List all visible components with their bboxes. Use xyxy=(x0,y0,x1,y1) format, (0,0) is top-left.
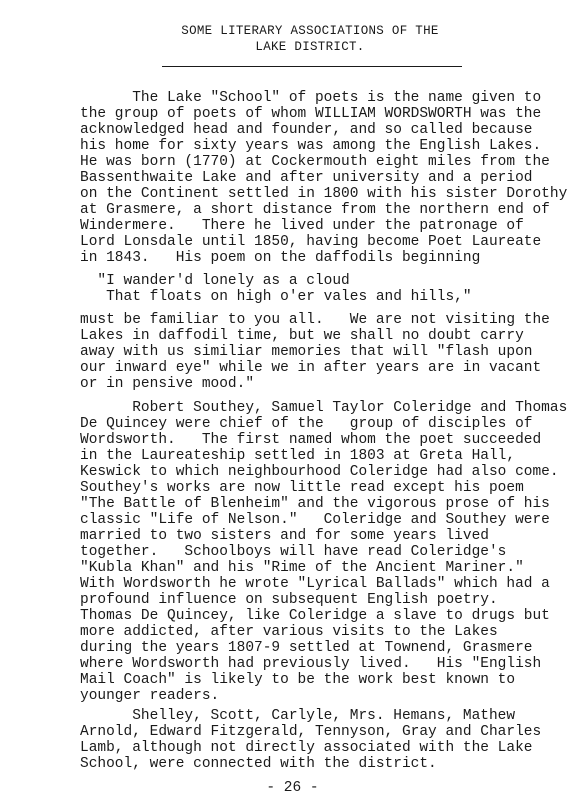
text-line: With Wordsworth he wrote "Lyrical Ballads" which had a xyxy=(80,576,550,592)
text-line: Shelley, Scott, Carlyle, Mrs. Hemans, Mathew xyxy=(80,708,516,724)
text-line: Arnold, Edward Fitzgerald, Tennyson, Gray and Charles xyxy=(80,724,542,740)
text-line: in 1843. His poem on the daffodils beginning xyxy=(80,250,481,266)
text-line: Robert Southey, Samuel Taylor Coleridge and Thomas xyxy=(80,400,568,416)
text-line: The Lake "School" of poets is the name given to xyxy=(80,90,542,106)
text-line: in the Laureateship settled in 1803 at Greta Hall, xyxy=(80,448,516,464)
text-line: the group of poets of whom WILLIAM WORDSWORTH was the xyxy=(80,106,542,122)
text-line: School, were connected with the district. xyxy=(80,756,437,772)
text-line: his home for sixty years was among the English Lakes. xyxy=(80,138,542,154)
text-line: "The Battle of Blenheim" and the vigorous prose of his xyxy=(80,496,550,512)
text-line: Windermere. There he lived under the patronage of xyxy=(80,218,524,234)
page-number: - 26 - xyxy=(266,780,319,796)
text-line: more addicted, after various visits to the Lakes xyxy=(80,624,498,640)
text-line: where Wordsworth had previously lived. His "English xyxy=(80,656,542,672)
text-line: our inward eye" while we in after years are in vacant xyxy=(80,360,542,376)
text-line: acknowledged head and founder, and so called because xyxy=(80,122,533,138)
text-line: Lamb, although not directly associated with the Lake xyxy=(80,740,533,756)
quote-line: That floats on high o'er vales and hills," xyxy=(80,289,472,305)
text-line: married to two sisters and for some years lived xyxy=(80,528,489,544)
text-line: Thomas De Quincey, like Coleridge a slave to drugs but xyxy=(80,608,550,624)
document-title-line-1: SOME LITERARY ASSOCIATIONS OF THE xyxy=(181,24,439,38)
quote-line: "I wander'd lonely as a cloud xyxy=(80,273,350,289)
title-underline-rule xyxy=(162,66,462,67)
text-line: must be familiar to you all. We are not visiting the xyxy=(80,312,550,328)
text-line: during the years 1807-9 settled at Townend, Grasmere xyxy=(80,640,533,656)
text-line: De Quincey were chief of the group of disciples of xyxy=(80,416,533,432)
text-line: "Kubla Khan" and his "Rime of the Ancient Mariner." xyxy=(80,560,524,576)
text-line: away with us similiar memories that will "flash upon xyxy=(80,344,533,360)
text-line: He was born (1770) at Cockermouth eight miles from the xyxy=(80,154,550,170)
text-line: together. Schoolboys will have read Coleridge's xyxy=(80,544,507,560)
text-line: or in pensive mood." xyxy=(80,376,255,392)
text-line: classic "Life of Nelson." Coleridge and Southey were xyxy=(80,512,550,528)
text-line: Southey's works are now little read except his poem xyxy=(80,480,524,496)
text-line: Lord Lonsdale until 1850, having become Poet Laureate xyxy=(80,234,542,250)
document-title-line-2: LAKE DISTRICT. xyxy=(255,40,365,54)
text-line: Mail Coach" is likely to be the work best known to xyxy=(80,672,516,688)
text-line: Keswick to which neighbourhood Coleridge had also come. xyxy=(80,464,559,480)
text-line: Lakes in daffodil time, but we shall no doubt carry xyxy=(80,328,524,344)
text-line: Wordsworth. The first named whom the poet succeeded xyxy=(80,432,542,448)
text-line: younger readers. xyxy=(80,688,220,704)
text-line: at Grasmere, a short distance from the northern end of xyxy=(80,202,550,218)
text-line: profound influence on subsequent English poetry. xyxy=(80,592,498,608)
text-line: Bassenthwaite Lake and after university and a period xyxy=(80,170,533,186)
text-line: on the Continent settled in 1800 with his sister Dorothy xyxy=(80,186,568,202)
